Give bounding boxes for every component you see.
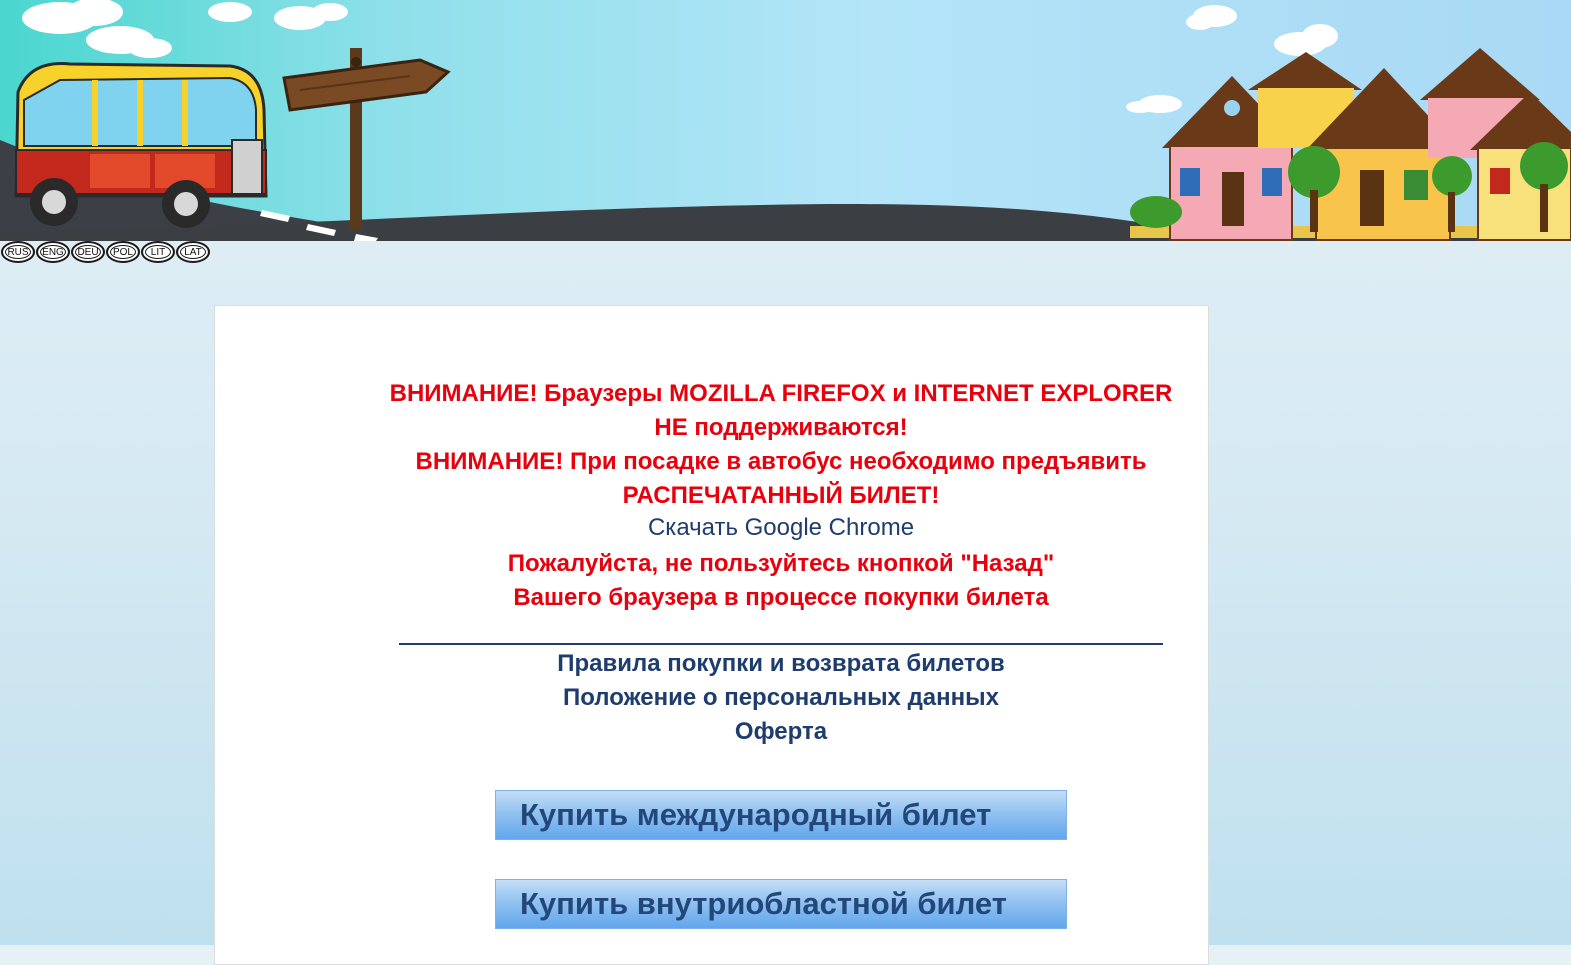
back-button-warning-line2: Вашего браузера в процессе покупки билета: [513, 584, 1049, 611]
lang-button-eng[interactable]: ENG: [36, 241, 70, 263]
ticket-warning-line2: РАСПЕЧАТАННЫЙ БИЛЕТ!: [622, 482, 940, 509]
lang-button-lit[interactable]: LIT: [141, 241, 175, 263]
offer-link[interactable]: Оферта: [734, 718, 828, 745]
browser-warning-line2: НЕ поддерживаются!: [654, 414, 908, 441]
lang-button-pol[interactable]: POL: [106, 241, 140, 263]
lang-button-rus[interactable]: RUS: [1, 241, 35, 263]
lang-button-deu[interactable]: DEU: [71, 241, 105, 263]
download-chrome-link[interactable]: Скачать Google Chrome: [647, 514, 915, 541]
ticket-warning-line1: ВНИМАНИЕ! При посадке в автобус необходимо предъявить: [415, 448, 1147, 475]
lang-button-lat[interactable]: LAT: [176, 241, 210, 263]
divider: [399, 643, 1163, 645]
main-panel: [214, 305, 1209, 965]
back-button-warning-line1: Пожалуйста, не пользуйтесь кнопкой "Назад": [507, 550, 1055, 577]
browser-warning-line1: ВНИМАНИЕ! Браузеры MOZILLA FIREFOX и INTERNET EXPLORER: [389, 380, 1173, 407]
banner-illustration: [0, 0, 1571, 241]
header-banner: [0, 0, 1571, 241]
buy-regional-ticket-button[interactable]: Купить внутриобластной билет: [495, 879, 1067, 929]
rules-link[interactable]: Правила покупки и возврата билетов: [557, 650, 1005, 677]
privacy-link[interactable]: Положение о персональных данных: [562, 684, 999, 711]
language-selector: [1, 241, 210, 265]
buy-international-ticket-button[interactable]: Купить международный билет: [495, 790, 1067, 840]
